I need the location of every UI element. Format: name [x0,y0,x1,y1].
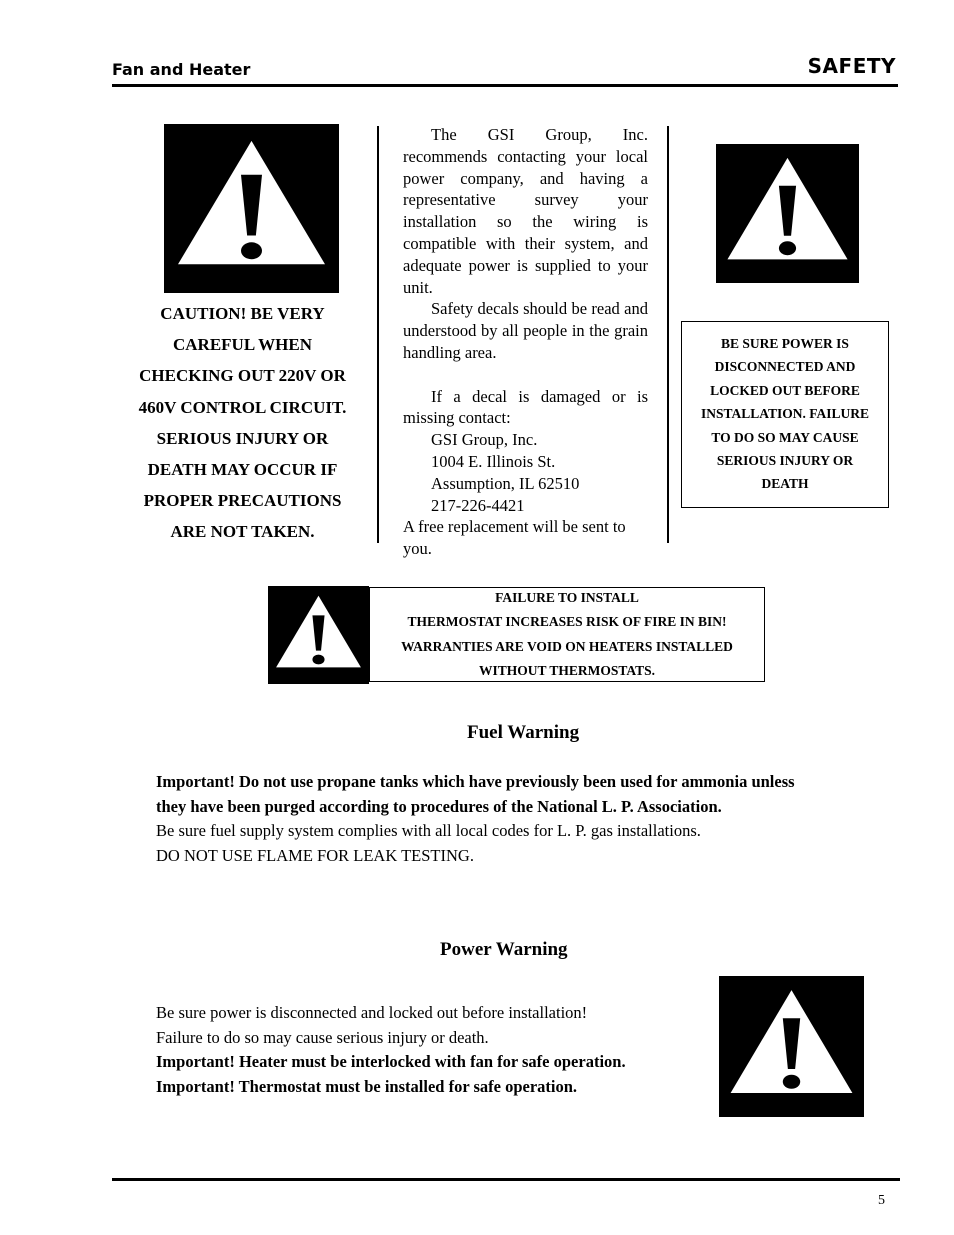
caution-line: PROPER PRECAUTIONS [143,491,342,511]
warning-triangle-icon [164,124,339,293]
recommendation-paragraph: The GSI Group, Inc. recommends contacting your local power company, and having a representative survey your installation so the wiring is compatible with their system, and adequate power is supplied to your unit. [403,125,648,297]
warning-triangle-icon [268,586,369,684]
thermostat-box-line: THERMOSTAT INCREASES RISK OF FIRE IN BIN! [407,614,727,629]
power-company-text [403,124,648,560]
page-number: 5 [878,1193,885,1208]
thermostat-box-line: WITHOUT THERMOSTATS. [478,663,656,678]
header-section-title: Fan and Heater [112,60,251,79]
address-line: Assumption, IL 62510 [431,473,580,493]
caution-line: CAUTION! BE VERY [160,304,325,323]
missing-decal-paragraph: If a decal is damaged or is missing contact: [403,386,648,428]
power-box-line: BE SURE POWER IS [721,336,849,351]
power-box-line: INSTALLATION. FAILURE [700,406,870,422]
power-box-line: DEATH [761,476,809,492]
column-divider [667,126,669,543]
caution-text [120,298,365,548]
power-important-line: Important! Thermostat must be installed for safe operation. [156,1077,578,1097]
header-chapter-title: SAFETY [807,54,896,78]
caution-line: DEATH MAY OCCUR IF [147,460,338,480]
power-line: Failure to do so may cause serious injury or death. [156,1027,489,1047]
power-warning-text [156,1001,716,1100]
caution-line: SERIOUS INJURY OR [156,428,329,448]
replacement-paragraph: A free replacement will be sent to you. [403,517,626,559]
phone-number: 217-226-4421 [431,495,525,515]
fuel-warning-text [156,770,896,869]
fuel-line: Be sure fuel supply system complies with all local codes for L. P. gas installations. [156,821,701,841]
power-warning-title: Power Warning [440,939,568,960]
power-box-line: DISCONNECTED AND [714,359,856,375]
address-line: GSI Group, Inc. [431,430,538,450]
caution-line: CHECKING OUT 220V OR [139,366,346,386]
power-lockout-box [681,321,889,508]
caution-line: CAREFUL WHEN [172,335,312,355]
footer-rule [112,1178,900,1181]
warning-triangle-icon [719,976,864,1117]
caution-line: 460V CONTROL CIRCUIT. [138,397,347,417]
fuel-line: DO NOT USE FLAME FOR LEAK TESTING. [156,846,474,866]
power-important-line: Important! Heater must be interlocked with fan for safe operation. [156,1052,626,1072]
caution-line: ARE NOT TAKEN. [170,522,315,542]
power-line: Be sure power is disconnected and locked out before installation! [156,1003,588,1022]
warning-triangle-icon [716,144,859,283]
decals-paragraph: Safety decals should be read and understood by all people in the grain handling area. [403,299,648,362]
fuel-warning-title: Fuel Warning [467,722,580,743]
thermostat-box-line: FAILURE TO INSTALL [495,590,639,605]
fuel-important-line: Important! Do not use propane tanks which have previously been used for ammonia unless [156,772,795,791]
fuel-important-line: they have been purged according to procedures of the National L. P. Association. [156,796,722,816]
power-box-line: SERIOUS INJURY OR [716,453,854,469]
header-rule [112,84,898,87]
power-box-line: LOCKED OUT BEFORE [710,382,860,398]
column-divider [377,126,379,543]
thermostat-warning-box [369,587,765,682]
power-box-line: TO DO SO MAY CAUSE [711,429,859,445]
thermostat-box-line: WARRANTIES ARE VOID ON HEATERS INSTALLED [401,639,733,654]
company-address [403,429,648,516]
address-line: 1004 E. Illinois St. [431,451,556,471]
